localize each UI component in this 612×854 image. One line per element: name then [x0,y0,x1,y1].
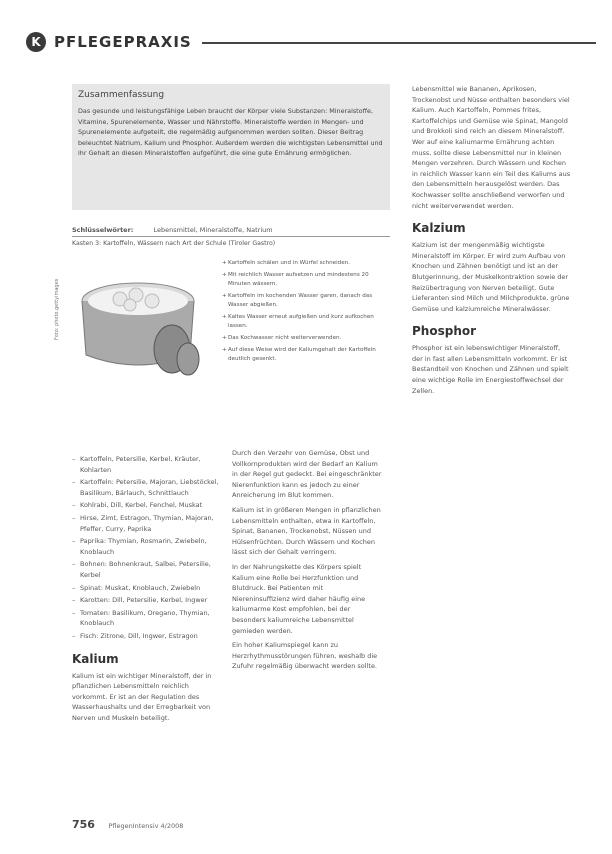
paragraph: Lebensmittel wie Bananen, Aprikosen, Trockenobst und Nüsse enthalten besonders viel Kalium. Auch Kartoffeln, Pommes frites, Kartoffelchips und Gemüse wie Spinat, Mangold und Brokkoli sind reich an diesem Mineralstoff. Wer auf eine kaliumarme Ernährung achten muss, sollte diese Lebensmittel nur in kleinen Mengen verzehren. Durch Wässern und Kochen in reichlich Wasser kann ein Teil des Kaliums aus den Lebensmitteln herausgelöst werden. Das Kochwasser sollte anschließend verworfen und nicht weiterverwendet werden. [412,85,571,210]
paragraph: Ein hoher Kaliumspiegel kann zu Herzrhythmusstörungen führen, weshalb die Zufuhr regelmäßig überwacht werden sollte. [232,641,378,671]
list-item: + Auf diese Weise wird der Kaliumgehalt der Kartoffeln deutlich gesenkt. [222,346,388,364]
herb-list [72,454,222,642]
summary-box [72,84,390,210]
paragraph: Durch den Verzehr von Gemüse, Obst und Vollkornprodukten wird der Bedarf an Kalium in der Regel gut gedeckt. Bei eingeschränkter Nierenfunktion kann es jedoch zu einer Anreicherung im Blut kommen. [232,449,382,500]
section-heading-kalzium: Kalzium [412,221,466,236]
list-item: + Das Kochwasser nicht weiterverwenden. [222,334,388,343]
pot-image [76,263,204,381]
photo-credit: Foto: photo.gettyimages [54,278,60,340]
header-rule [202,42,596,44]
summary-text: Das gesunde und leistungsfähige Leben braucht der Körper viele Substanzen: Mineralstoffe, Vitamine, Spurenelemente, Wasser und Nährstoffe. Mineralstoffe werden in Mengen- und Spurenelemente aufgeteilt, die regelmäßig aufgenommen werden sollten. Dieser Beitrag beleuchtet Natrium, Kalium und Phosphor. Außerdem werden die wichtigsten Lebensmittel und ihr Gehalt an diesen Mineralstoffen aufgeführt, die eine gute Ernährung ermöglichen. [78,107,383,158]
box-caption: Kasten 3: Kartoffeln, Wässern nach Art der Schule (Tiroler Gastro) [72,240,276,247]
paragraph: Kalzium ist der mengenmäßig wichtigste Mineralstoff im Körper. Er wird zum Aufbau von Knochen und Zähnen benötigt und ist an der Blutgerinnung, der Muskelkontraktion sowie der Reizübertragung von Nerven beteiligt. Gute Lieferanten sind Milch und Milchprodukte, grüne Gemüse und kalziumreiche Mineralwässer. [412,241,570,313]
list-item: – Kartoffeln, Petersilie, Kerbel, Kräuter, Kohlarten [72,454,222,475]
list-item: – Kohlrabi, Dill, Kerbel, Fenchel, Muskat [72,500,222,511]
column-1 [72,454,222,723]
list-item: + Kartoffeln im kochenden Wasser garen, danach das Wasser abgießen. [222,292,388,310]
summary-heading: Zusammenfassung [78,90,165,100]
list-item: – Fisch: Zitrone, Dill, Ingwer, Estragon [72,631,222,642]
recipe-box [72,236,390,442]
list-item: – Karotten: Dill, Petersilie, Kerbel, Ingwer [72,595,222,606]
paragraph: Kalium ist in größeren Mengen in pflanzlichen Lebensmitteln enthalten, etwa in Kartoffeln, Spinat, Bananen, Trockenobst, Nüssen und Hülsenfrüchten. Durch Wässern und Kochen lässt sich der Gehalt verringern. [232,505,381,557]
journal-source: PflegenIntensiv 4/2008 [108,822,184,830]
recipe-steps [222,259,388,367]
column-2 [232,448,382,672]
column-3 [412,84,572,396]
list-item: + Kartoffeln schälen und in Würfel schneiden. [222,259,388,268]
page-header [26,30,596,56]
section-logo-icon: K [26,32,46,52]
section-heading-phosphor: Phosphor [412,324,477,339]
list-item: – Spinat: Muskat, Knoblauch, Zwiebeln [72,583,222,594]
paragraph: Phosphor ist ein lebenswichtiger Mineralstoff, der in fast allen Lebensmitteln vorkommt. Er ist Bestandteil von Knochen und Zähnen und spielt eine wichtige Rolle im Energiestoffwechsel der Zellen. [412,344,569,395]
list-item: – Paprika: Thymian, Rosmarin, Zwiebeln, Knoblauch [72,536,222,557]
section-title: PFLEGEPRAXIS [54,33,192,51]
paragraph: Kalium ist ein wichtiger Mineralstoff, der in pflanzlichen Lebensmitteln reichlich vorkommt. Er ist an der Regulation des Wasserhaushalts und der Erregbarkeit von Nerven und Muskeln beteiligt. [72,671,212,722]
list-item: + Mit reichlich Wasser aufsetzen und mindestens 20 Minuten wässern. [222,271,388,289]
page-number: 756 [72,818,95,831]
keywords-label: Schlüsselwörter: [72,226,134,234]
list-item: – Bohnen: Bohnenkraut, Salbei, Petersilie, Kerbel [72,559,222,580]
keywords-list: Lebensmittel, Mineralstoffe, Natrium [153,226,273,234]
section-heading-kalium: Kalium [72,651,119,666]
list-item: – Hirse, Zimt, Estragon, Thymian, Majoran, Pfeffer, Curry, Paprika [72,513,222,534]
list-item: + Kaltes Wasser erneut aufgießen und kurz aufkochen lassen. [222,313,388,331]
keywords [72,226,390,234]
page-footer [72,818,183,831]
list-item: – Kartoffeln: Petersilie, Majoran, Liebstöckel, Basilikum, Bärlauch, Schnittlauch [72,477,222,498]
paragraph: In der Nahrungskette des Körpers spielt Kalium eine Rolle bei Herzfunktion und Blutdruck. Bei Patienten mit Niereninsuffizienz wird daher häufig eine kaliumarme Kost empfohlen, bei der besonders kaliumreiche Lebensmittel gemieden werden. [232,562,366,635]
list-item: – Tomaten: Basilikum, Oregano, Thymian, Knoblauch [72,608,222,629]
